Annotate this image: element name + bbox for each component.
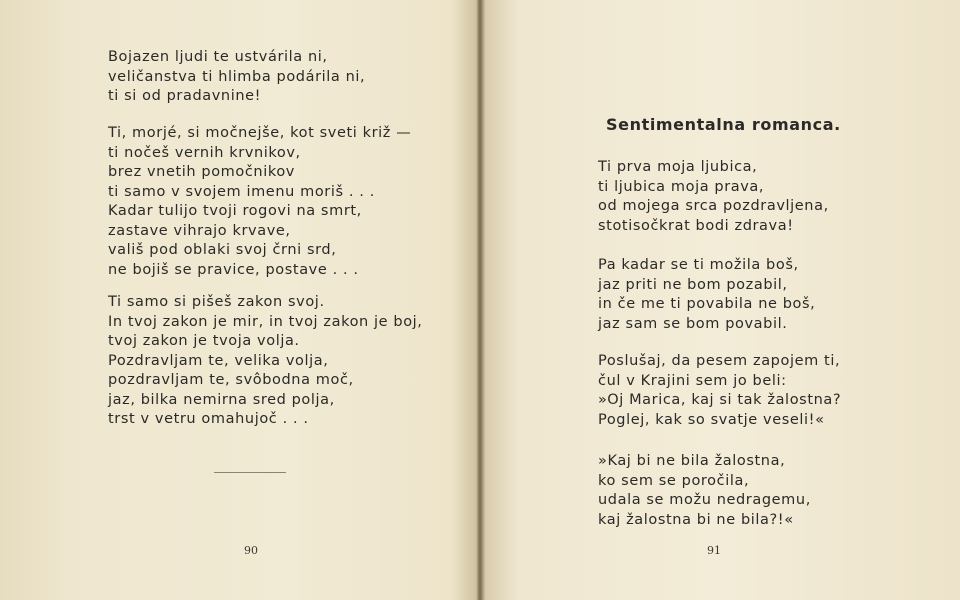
page-number-right: 91	[707, 544, 721, 557]
poem-line: In tvoj zakon je mir, in tvoj zakon je boj,	[108, 313, 423, 330]
right-page	[482, 0, 960, 600]
page-number-left: 90	[244, 544, 258, 557]
poem-line: tvoj zakon je tvoja volja.	[108, 333, 300, 349]
poem-line: Poglej, kak so svatje veseli!«	[598, 411, 825, 428]
poem-line: ti si od pradavnine!	[108, 88, 262, 104]
poem-line: trst v vetru omahujoč . . .	[108, 411, 309, 427]
poem-line: Pozdravljam te, velika volja,	[108, 352, 329, 369]
poem-line: Ti, morjé, si močnejše, kot sveti križ —	[108, 125, 412, 141]
poem-line: pozdravljam te, svôbodna moč,	[108, 372, 354, 388]
poem-line: Kadar tulijo tvoji rogovi na smrt,	[108, 203, 362, 219]
left-stanza-2	[108, 124, 411, 280]
poem-line: udala se možu nedragemu,	[598, 492, 811, 508]
poem-line: jaz sam se bom povabil.	[598, 315, 788, 332]
poem-line: Pa kadar se ti možila boš,	[598, 257, 799, 273]
poem-line: ti ljubica moja prava,	[598, 178, 765, 195]
poem-line: vališ pod oblaki svoj črni srd,	[108, 242, 337, 258]
poem-line: in če me ti povabila ne boš,	[598, 296, 816, 312]
poem-line: veličanstva ti hlimba podárila ni,	[108, 68, 366, 85]
poem-line: zastave vihrajo krvave,	[108, 222, 291, 239]
end-rule	[214, 472, 286, 473]
poem-line: »Oj Marica, kaj si tak žalostna?	[598, 392, 842, 408]
left-page	[0, 0, 478, 600]
poem-line: ti nočeš vernih krvnikov,	[108, 144, 301, 161]
poem-line: Ti samo si pišeš zakon svoj.	[108, 294, 325, 310]
poem-line: Ti prva moja ljubica,	[598, 159, 758, 175]
left-stanza-1	[108, 48, 365, 107]
poem-line: »Kaj bi ne bila žalostna,	[598, 453, 786, 469]
poem-line: jaz, bilka nemirna sred polja,	[108, 391, 335, 408]
poem-line: ko sem se poročila,	[598, 472, 750, 489]
poem-line: ne bojiš se pravice, postave . . .	[108, 261, 359, 278]
right-stanza-2	[598, 256, 815, 334]
right-stanza-1	[598, 158, 829, 236]
poem-line: ti samo v svojem imenu moriš . . .	[108, 183, 375, 200]
poem-line: jaz priti ne bom pozabil,	[598, 276, 788, 293]
right-stanza-3	[598, 352, 841, 430]
poem-line: čul v Krajini sem jo beli:	[598, 372, 787, 389]
poem-line: kaj žalostna bi ne bila?!«	[598, 511, 794, 528]
poem-line: od mojega srca pozdravljena,	[598, 198, 829, 214]
left-stanza-3	[108, 293, 423, 430]
poem-line: stotisočkrat bodi zdrava!	[598, 217, 794, 234]
poem-title: Sentimentalna romanca.	[606, 115, 841, 134]
poem-line: brez vnetih pomočnikov	[108, 164, 295, 180]
poem-line: Poslušaj, da pesem zapojem ti,	[598, 353, 841, 369]
right-stanza-4	[598, 452, 811, 530]
poem-line: Bojazen ljudi te ustvárila ni,	[108, 49, 328, 65]
